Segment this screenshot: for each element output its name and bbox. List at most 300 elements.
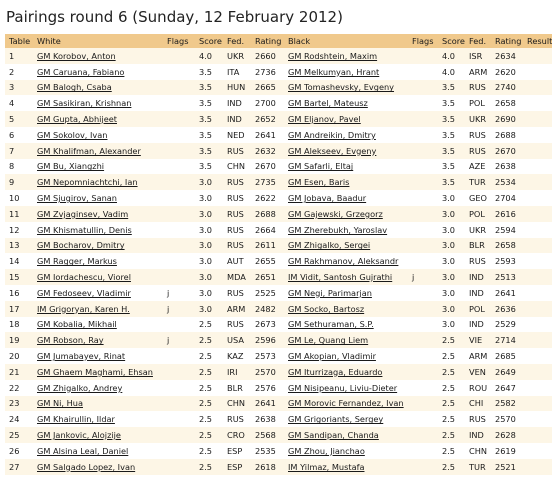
white-player-link[interactable]: GM Sjugirov, Sanan [37, 193, 117, 204]
white-score-cell: 2.5 [197, 332, 225, 348]
black-player-link[interactable]: GM Gajewski, Grzegorz [288, 208, 383, 219]
black-fed-cell: ISR [467, 48, 493, 64]
white-player-link[interactable]: GM Alsina Leal, Daniel [37, 445, 129, 456]
black-player-link[interactable]: GM Rakhmanov, Aleksandr [288, 256, 399, 267]
col-header-black-flags: Flags [410, 34, 440, 48]
black-player-link[interactable]: GM Zhigalko, Sergei [288, 240, 371, 251]
white-flags-cell: j [165, 301, 197, 317]
white-fed-cell: UKR [225, 48, 253, 64]
black-flags-cell [410, 143, 440, 159]
black-player-cell [286, 301, 410, 317]
table-row [5, 48, 552, 64]
black-player-cell [286, 364, 410, 380]
result-cell [525, 95, 552, 111]
black-player-link[interactable]: IM Yilmaz, Mustafa [288, 461, 365, 472]
white-rating-cell: 2632 [253, 143, 286, 159]
black-flags-cell [410, 253, 440, 269]
black-fed-cell: IND [467, 269, 493, 285]
black-rating-cell: 2704 [493, 190, 525, 206]
result-cell [525, 80, 552, 96]
black-fed-cell: AZE [467, 159, 493, 175]
white-player-cell [35, 364, 165, 380]
result-cell [525, 64, 552, 80]
black-fed-cell: VEN [467, 364, 493, 380]
black-rating-cell: 2513 [493, 269, 525, 285]
result-cell [525, 111, 552, 127]
white-player-link[interactable]: GM Korobov, Anton [37, 50, 116, 61]
black-fed-cell: VIE [467, 332, 493, 348]
white-score-cell: 3.0 [197, 190, 225, 206]
black-score-cell: 4.0 [440, 64, 467, 80]
white-rating-cell: 2664 [253, 222, 286, 238]
table-row [5, 95, 552, 111]
black-flags-cell [410, 238, 440, 254]
white-player-link[interactable]: GM Jumabayev, Rinat [37, 351, 126, 362]
table-row [5, 159, 552, 175]
black-score-cell: 3.0 [440, 222, 467, 238]
white-player-cell [35, 48, 165, 64]
black-score-cell: 2.5 [440, 427, 467, 443]
black-fed-cell: RUS [467, 411, 493, 427]
black-player-link[interactable]: GM Sethuraman, S.P. [288, 319, 374, 330]
white-player-link[interactable]: GM Fedoseev, Vladimir [37, 287, 131, 298]
white-player-link[interactable]: GM Sokolov, Ivan [37, 129, 108, 140]
black-player-cell [286, 396, 410, 412]
white-score-cell: 2.5 [197, 396, 225, 412]
white-score-cell: 3.0 [197, 301, 225, 317]
col-header-white-rating: Rating [253, 34, 286, 48]
white-flags-cell: j [165, 332, 197, 348]
black-player-cell [286, 238, 410, 254]
black-fed-cell: TUR [467, 174, 493, 190]
result-cell [525, 332, 552, 348]
black-fed-cell: RUS [467, 127, 493, 143]
black-player-link[interactable]: GM Safarli, Eltaj [288, 161, 354, 172]
black-fed-cell: ROU [467, 380, 493, 396]
result-cell [525, 238, 552, 254]
white-player-link[interactable]: GM Kobalia, Mikhail [37, 319, 117, 330]
white-score-cell: 3.0 [197, 253, 225, 269]
white-fed-cell: ARM [225, 301, 253, 317]
black-fed-cell: POL [467, 95, 493, 111]
black-player-link[interactable]: GM Esen, Baris [288, 177, 350, 188]
white-score-cell: 3.5 [197, 159, 225, 175]
white-player-cell [35, 80, 165, 96]
white-fed-cell: IND [225, 111, 253, 127]
black-score-cell: 3.0 [440, 206, 467, 222]
white-player-cell [35, 269, 165, 285]
white-player-cell [35, 238, 165, 254]
white-rating-cell: 2700 [253, 95, 286, 111]
black-player-link[interactable]: GM Grigoriants, Sergey [288, 414, 384, 425]
black-player-link[interactable]: GM Jobava, Baadur [288, 193, 367, 204]
white-player-link[interactable]: GM Khismatullin, Denis [37, 224, 132, 235]
white-flags-cell [165, 174, 197, 190]
white-player-cell [35, 317, 165, 333]
white-score-cell: 3.5 [197, 95, 225, 111]
white-score-cell: 2.5 [197, 411, 225, 427]
white-player-cell [35, 222, 165, 238]
white-player-cell [35, 332, 165, 348]
white-score-cell: 3.5 [197, 143, 225, 159]
black-player-link[interactable]: GM Zhou, Jianchao [288, 445, 365, 456]
black-player-link[interactable]: GM Eljanov, Pavel [288, 114, 361, 125]
white-fed-cell: HUN [225, 80, 253, 96]
white-rating-cell: 2673 [253, 317, 286, 333]
white-score-cell: 3.0 [197, 285, 225, 301]
col-header-white-fed: Fed. [225, 34, 253, 48]
black-rating-cell: 2688 [493, 127, 525, 143]
white-flags-cell [165, 348, 197, 364]
black-player-link[interactable]: GM Rodshtein, Maxim [288, 50, 378, 61]
white-player-link[interactable]: GM Robson, Ray [37, 335, 104, 346]
col-header-white-flags: Flags [165, 34, 197, 48]
white-fed-cell: RUS [225, 222, 253, 238]
table-number-cell: 12 [5, 222, 35, 238]
table-header-row [5, 34, 552, 48]
black-player-link[interactable]: IM Vidit, Santosh Gujrathi [288, 272, 393, 283]
black-flags-cell [410, 64, 440, 80]
result-cell [525, 301, 552, 317]
white-player-link[interactable]: GM Ni, Hua [37, 398, 83, 409]
black-score-cell: 3.5 [440, 159, 467, 175]
white-flags-cell [165, 396, 197, 412]
white-player-link[interactable]: IM Grigoryan, Karen H. [37, 303, 130, 314]
table-number-cell: 24 [5, 411, 35, 427]
table-number-cell: 15 [5, 269, 35, 285]
table-number-cell: 26 [5, 443, 35, 459]
black-score-cell: 3.0 [440, 301, 467, 317]
white-score-cell: 2.5 [197, 427, 225, 443]
white-score-cell: 2.5 [197, 364, 225, 380]
white-flags-cell [165, 380, 197, 396]
black-rating-cell: 2649 [493, 364, 525, 380]
white-rating-cell: 2652 [253, 111, 286, 127]
white-player-link[interactable]: GM Gupta, Abhijeet [37, 114, 117, 125]
black-flags-cell [410, 80, 440, 96]
black-score-cell: 3.0 [440, 253, 467, 269]
black-player-link[interactable]: GM Alekseev, Evgeny [288, 145, 377, 156]
black-player-link[interactable]: GM Zherebukh, Yaroslav [288, 224, 388, 235]
white-rating-cell: 2736 [253, 64, 286, 80]
black-player-link[interactable]: GM Melkumyan, Hrant [288, 66, 380, 77]
white-rating-cell: 2735 [253, 174, 286, 190]
table-row [5, 285, 552, 301]
black-flags-cell [410, 364, 440, 380]
white-fed-cell: RUS [225, 411, 253, 427]
white-score-cell: 2.5 [197, 380, 225, 396]
black-player-cell [286, 285, 410, 301]
result-cell [525, 174, 552, 190]
white-player-cell [35, 190, 165, 206]
white-player-cell [35, 127, 165, 143]
black-rating-cell: 2534 [493, 174, 525, 190]
black-flags-cell [410, 48, 440, 64]
white-rating-cell: 2660 [253, 48, 286, 64]
black-flags-cell [410, 111, 440, 127]
table-row [5, 396, 552, 412]
table-row [5, 427, 552, 443]
black-score-cell: 2.5 [440, 443, 467, 459]
col-header-black-rating: Rating [493, 34, 525, 48]
white-fed-cell: RUS [225, 206, 253, 222]
black-flags-cell [410, 301, 440, 317]
white-player-link[interactable]: GM Zvjaginsev, Vadim [37, 208, 129, 219]
white-fed-cell: IRI [225, 364, 253, 380]
black-rating-cell: 2670 [493, 143, 525, 159]
black-player-cell [286, 48, 410, 64]
result-cell [525, 380, 552, 396]
black-score-cell: 2.5 [440, 364, 467, 380]
white-player-link[interactable]: GM Jankovic, Alojzije [37, 430, 121, 441]
white-player-link[interactable]: GM Iordachescu, Viorel [37, 272, 131, 283]
table-number-cell: 4 [5, 95, 35, 111]
pairings-body [5, 48, 552, 475]
black-fed-cell: CHI [467, 396, 493, 412]
white-score-cell: 3.0 [197, 238, 225, 254]
black-player-link[interactable]: GM Nisipeanu, Liviu-Dieter [288, 382, 398, 393]
result-cell [525, 127, 552, 143]
table-number-cell: 17 [5, 301, 35, 317]
table-row [5, 80, 552, 96]
white-fed-cell: AUT [225, 253, 253, 269]
table-number-cell: 9 [5, 174, 35, 190]
black-fed-cell: ARM [467, 64, 493, 80]
black-score-cell: 3.0 [440, 317, 467, 333]
white-player-cell [35, 174, 165, 190]
black-player-cell [286, 332, 410, 348]
black-score-cell: 2.5 [440, 380, 467, 396]
black-player-cell [286, 427, 410, 443]
page-title: Pairings round 6 (Sunday, 12 February 2012) [6, 8, 343, 26]
black-rating-cell: 2628 [493, 427, 525, 443]
white-fed-cell: KAZ [225, 348, 253, 364]
black-player-cell [286, 111, 410, 127]
white-flags-cell [165, 159, 197, 175]
table-row [5, 174, 552, 190]
black-player-link[interactable]: GM Tomashevsky, Evgeny [288, 82, 395, 93]
col-header-result: Result [525, 34, 552, 48]
black-player-link[interactable]: GM Morovic Fernandez, Ivan [288, 398, 404, 409]
white-score-cell: 3.0 [197, 269, 225, 285]
black-score-cell: 3.5 [440, 111, 467, 127]
black-rating-cell: 2634 [493, 48, 525, 64]
white-flags-cell [165, 127, 197, 143]
table-row [5, 364, 552, 380]
white-player-link[interactable]: GM Khalifman, Alexander [37, 145, 141, 156]
table-row [5, 411, 552, 427]
black-flags-cell [410, 285, 440, 301]
white-flags-cell [165, 253, 197, 269]
black-fed-cell: UKR [467, 222, 493, 238]
white-player-cell [35, 396, 165, 412]
white-flags-cell [165, 206, 197, 222]
black-score-cell: 3.5 [440, 143, 467, 159]
white-player-cell [35, 301, 165, 317]
white-player-link[interactable]: GM Zhigalko, Andrey [37, 382, 123, 393]
black-player-cell [286, 348, 410, 364]
white-rating-cell: 2611 [253, 238, 286, 254]
result-cell [525, 269, 552, 285]
black-rating-cell: 2685 [493, 348, 525, 364]
black-rating-cell: 2658 [493, 238, 525, 254]
black-player-cell [286, 174, 410, 190]
white-fed-cell: CHN [225, 159, 253, 175]
table-row [5, 190, 552, 206]
black-player-link[interactable]: GM Akopian, Vladimir [288, 351, 376, 362]
result-cell [525, 396, 552, 412]
white-player-link[interactable]: GM Ragger, Markus [37, 256, 117, 267]
black-rating-cell: 2690 [493, 111, 525, 127]
black-fed-cell: IND [467, 427, 493, 443]
black-rating-cell: 2570 [493, 411, 525, 427]
black-player-link[interactable]: GM Negi, Parimarjan [288, 287, 372, 298]
white-flags-cell [165, 80, 197, 96]
black-score-cell: 3.0 [440, 190, 467, 206]
white-fed-cell: ESP [225, 459, 253, 475]
black-flags-cell: j [410, 269, 440, 285]
black-fed-cell: CHN [467, 443, 493, 459]
white-fed-cell: RUS [225, 143, 253, 159]
white-rating-cell: 2618 [253, 459, 286, 475]
table-number-cell: 8 [5, 159, 35, 175]
white-player-link[interactable]: GM Salgado Lopez, Ivan [37, 461, 136, 472]
black-rating-cell: 2620 [493, 64, 525, 80]
col-header-white-score: Score [197, 34, 225, 48]
black-player-cell [286, 459, 410, 475]
col-header-white: White [35, 34, 165, 48]
table-number-cell: 6 [5, 127, 35, 143]
black-flags-cell [410, 396, 440, 412]
table-row [5, 127, 552, 143]
table-row [5, 459, 552, 475]
white-player-cell [35, 206, 165, 222]
white-rating-cell: 2622 [253, 190, 286, 206]
white-player-cell [35, 285, 165, 301]
table-number-cell: 2 [5, 64, 35, 80]
result-cell [525, 427, 552, 443]
black-score-cell: 3.5 [440, 127, 467, 143]
white-rating-cell: 2641 [253, 396, 286, 412]
white-player-link[interactable]: GM Sasikiran, Krishnan [37, 98, 132, 109]
result-cell [525, 411, 552, 427]
white-player-cell [35, 111, 165, 127]
black-score-cell: 3.5 [440, 174, 467, 190]
white-rating-cell: 2568 [253, 427, 286, 443]
result-cell [525, 206, 552, 222]
white-score-cell: 2.5 [197, 459, 225, 475]
table-number-cell: 18 [5, 317, 35, 333]
black-fed-cell: TUR [467, 459, 493, 475]
white-score-cell: 2.5 [197, 348, 225, 364]
white-fed-cell: IND [225, 95, 253, 111]
white-player-link[interactable]: GM Nepomniachtchi, Ian [37, 177, 138, 188]
table-row [5, 253, 552, 269]
black-player-cell [286, 159, 410, 175]
black-fed-cell: BLR [467, 238, 493, 254]
white-player-cell [35, 443, 165, 459]
white-score-cell: 2.5 [197, 443, 225, 459]
white-player-link[interactable]: GM Bu, Xiangzhi [37, 161, 105, 172]
black-fed-cell: RUS [467, 80, 493, 96]
black-fed-cell: ARM [467, 348, 493, 364]
black-score-cell: 2.5 [440, 411, 467, 427]
result-cell [525, 159, 552, 175]
result-cell [525, 190, 552, 206]
black-flags-cell [410, 174, 440, 190]
white-player-cell [35, 380, 165, 396]
col-header-black-fed: Fed. [467, 34, 493, 48]
white-fed-cell: RUS [225, 174, 253, 190]
black-player-link[interactable]: GM Socko, Bartosz [288, 303, 365, 314]
black-player-link[interactable]: GM Sandipan, Chanda [288, 430, 379, 441]
black-player-link[interactable]: GM Bartel, Mateusz [288, 98, 368, 109]
white-player-link[interactable]: GM Ghaem Maghami, Ehsan [37, 366, 153, 377]
white-flags-cell: j [165, 285, 197, 301]
white-rating-cell: 2651 [253, 269, 286, 285]
white-player-link[interactable]: GM Caruana, Fabiano [37, 66, 125, 77]
table-number-cell: 14 [5, 253, 35, 269]
white-score-cell: 3.0 [197, 222, 225, 238]
col-header-black-score: Score [440, 34, 467, 48]
white-flags-cell [165, 48, 197, 64]
black-fed-cell: POL [467, 206, 493, 222]
white-fed-cell: RUS [225, 317, 253, 333]
black-flags-cell [410, 427, 440, 443]
black-player-link[interactable]: GM Andreikin, Dmitry [288, 129, 376, 140]
white-player-cell [35, 411, 165, 427]
table-row [5, 111, 552, 127]
white-player-link[interactable]: GM Balogh, Csaba [37, 82, 112, 93]
black-fed-cell: UKR [467, 111, 493, 127]
result-cell [525, 143, 552, 159]
table-number-cell: 10 [5, 190, 35, 206]
white-player-cell [35, 253, 165, 269]
table-row [5, 143, 552, 159]
white-fed-cell: RUS [225, 238, 253, 254]
result-cell [525, 285, 552, 301]
black-score-cell: 3.5 [440, 95, 467, 111]
black-player-cell [286, 143, 410, 159]
black-flags-cell [410, 127, 440, 143]
white-player-link[interactable]: GM Bocharov, Dmitry [37, 240, 125, 251]
white-rating-cell: 2570 [253, 364, 286, 380]
black-rating-cell: 2619 [493, 443, 525, 459]
black-score-cell: 3.5 [440, 80, 467, 96]
black-player-cell [286, 95, 410, 111]
black-rating-cell: 2714 [493, 332, 525, 348]
black-rating-cell: 2521 [493, 459, 525, 475]
table-row [5, 238, 552, 254]
black-fed-cell: IND [467, 317, 493, 333]
black-fed-cell: IND [467, 285, 493, 301]
table-row [5, 64, 552, 80]
black-score-cell: 2.5 [440, 396, 467, 412]
white-player-link[interactable]: GM Khairullin, Ildar [37, 414, 115, 425]
black-flags-cell [410, 411, 440, 427]
white-player-cell [35, 143, 165, 159]
white-flags-cell [165, 269, 197, 285]
black-flags-cell [410, 380, 440, 396]
black-player-link[interactable]: GM Iturrizaga, Eduardo [288, 366, 383, 377]
black-player-link[interactable]: GM Le, Quang Liem [288, 335, 369, 346]
black-flags-cell [410, 190, 440, 206]
black-score-cell: 3.0 [440, 238, 467, 254]
white-flags-cell [165, 411, 197, 427]
white-score-cell: 3.5 [197, 127, 225, 143]
table-number-cell: 20 [5, 348, 35, 364]
white-fed-cell: RUS [225, 285, 253, 301]
